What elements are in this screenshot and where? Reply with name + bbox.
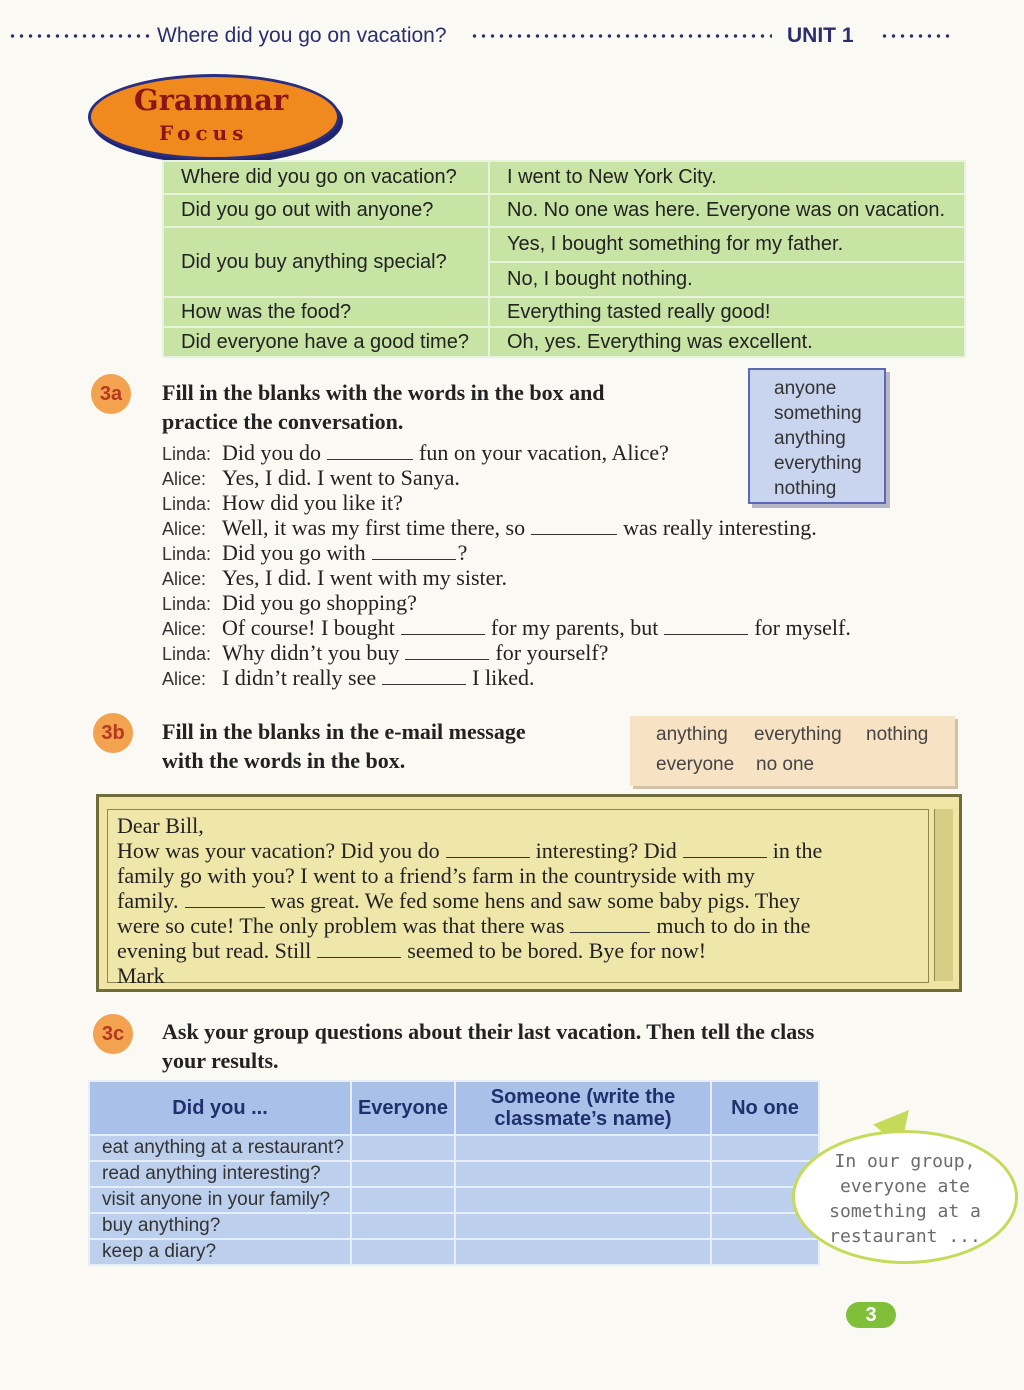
line-text: evening but read. Still [117, 938, 312, 963]
dotted-rule-middle [470, 34, 772, 38]
answer-cell[interactable] [455, 1187, 711, 1213]
column-header: Someone (write the classmate’s name) [455, 1081, 711, 1135]
bubble-line: In our group, [834, 1151, 976, 1172]
exercise-number-3b: 3b [93, 713, 133, 753]
email-line [117, 913, 917, 938]
speech-bubble-text [795, 1149, 1015, 1249]
dialogue-line [162, 565, 922, 590]
page-number: 3 [846, 1302, 896, 1328]
question-cell: Did you go out with anyone? [163, 194, 489, 227]
answer-cell: I went to New York City. [489, 161, 965, 194]
answer-blank[interactable] [570, 914, 650, 933]
email-text [117, 813, 917, 988]
dialogue-line [162, 665, 922, 690]
table-row [163, 194, 965, 227]
line-text: How did you like it? [222, 490, 403, 515]
line-text: was really interesting. [623, 515, 817, 540]
answer-cell: Yes, I bought something for my father. [489, 227, 965, 262]
table-row [163, 161, 965, 194]
word-item: something [774, 403, 862, 424]
conversation-3a [162, 440, 922, 690]
line-text: Did you go shopping? [222, 590, 417, 615]
grammar-focus-badge [88, 74, 340, 160]
instruction-line: Fill in the blanks with the words in the box and [162, 380, 605, 405]
instruction-line: Ask your group questions about their last vacation. Then tell the class [162, 1019, 815, 1044]
table-row [89, 1161, 819, 1187]
answer-blank[interactable] [401, 616, 485, 635]
answer-cell[interactable] [351, 1213, 455, 1239]
line-text: much to do in the [656, 913, 811, 938]
dialogue-line [162, 640, 922, 665]
table-row [89, 1135, 819, 1161]
line-text: were so cute! The only problem was that there was [117, 913, 565, 938]
word-item: anything [656, 724, 728, 745]
bubble-line: restaurant ... [829, 1226, 981, 1247]
dialogue-line [162, 465, 922, 490]
answer-cell: Everything tasted really good! [489, 297, 965, 327]
unit-label: UNIT 1 [787, 24, 854, 47]
line-text: family. [117, 888, 179, 913]
line-text: I didn’t really see [222, 665, 377, 690]
question-cell: read anything interesting? [89, 1161, 351, 1187]
speaker-label: Alice: [162, 669, 207, 689]
speaker-label: Alice: [162, 469, 207, 489]
answer-cell: No. No one was here. Everyone was on vacation. [489, 194, 965, 227]
line-text: was great. We fed some hens and saw some baby pigs. They [270, 888, 801, 913]
speaker-label: Linda: [162, 444, 212, 464]
survey-table [88, 1080, 820, 1266]
speaker-label: Alice: [162, 519, 207, 539]
exercise-3c-instruction [162, 1017, 814, 1075]
speaker-label: Alice: [162, 619, 207, 639]
exercise-3b-instruction [162, 717, 526, 775]
email-line: family go with you? I went to a friend’s farm in the countryside with my [117, 863, 755, 888]
instruction-line: with the words in the box. [162, 748, 406, 773]
answer-blank[interactable] [185, 889, 265, 908]
answer-cell[interactable] [455, 1161, 711, 1187]
email-window [96, 794, 962, 992]
line-text: Why didn’t you buy [222, 640, 400, 665]
question-cell: visit anyone in your family? [89, 1187, 351, 1213]
table-header-row [89, 1081, 819, 1135]
answer-blank[interactable] [683, 839, 767, 858]
scrollbar[interactable] [934, 809, 953, 981]
line-text: seemed to be bored. Bye for now! [407, 938, 707, 963]
speaker-label: Linda: [162, 644, 212, 664]
column-header: Everyone [351, 1081, 455, 1135]
header-title: Where did you go on vacation? [157, 24, 447, 47]
exercise-3a-instruction [162, 378, 605, 436]
instruction-line: your results. [162, 1048, 279, 1073]
dialogue-line [162, 515, 922, 540]
column-header: No one [711, 1081, 819, 1135]
bubble-line: everyone ate [839, 1176, 971, 1197]
line-text: ? [457, 540, 468, 565]
word-item: anything [774, 428, 846, 449]
answer-cell: Oh, yes. Everything was excellent. [489, 327, 965, 357]
question-cell: eat anything at a restaurant? [89, 1135, 351, 1161]
answer-cell[interactable] [455, 1239, 711, 1265]
answer-blank[interactable] [382, 666, 466, 685]
question-cell: Where did you go on vacation? [163, 161, 489, 194]
question-cell: How was the food? [163, 297, 489, 327]
answer-blank[interactable] [327, 441, 413, 460]
exercise-number-3c: 3c [93, 1014, 133, 1054]
table-row [89, 1213, 819, 1239]
dialogue-line [162, 615, 922, 640]
column-header: Did you ... [89, 1081, 351, 1135]
dialogue-line [162, 590, 922, 615]
word-item: everyone [656, 754, 735, 775]
line-text: Of course! I bought [222, 615, 395, 640]
email-line [117, 838, 917, 863]
answer-blank[interactable] [531, 516, 617, 535]
bubble-line: something at a [829, 1201, 981, 1222]
answer-cell[interactable] [351, 1161, 455, 1187]
grammar-table [162, 160, 966, 358]
word-item: everything [774, 453, 862, 474]
word-item: anyone [774, 378, 837, 399]
exercise-number-3a: 3a [91, 374, 131, 414]
word-item: everything [754, 724, 842, 745]
speaker-label: Linda: [162, 544, 212, 564]
line-text: I liked. [472, 665, 535, 690]
answer-cell[interactable] [351, 1135, 455, 1161]
word-item: nothing [774, 478, 837, 499]
line-text: How was your vacation? Did you do [117, 838, 440, 863]
answer-blank[interactable] [405, 641, 489, 660]
email-greeting: Dear Bill, [117, 813, 204, 838]
line-text: for yourself? [495, 640, 609, 665]
line-text: for myself. [754, 615, 851, 640]
answer-blank[interactable] [664, 616, 748, 635]
email-line [117, 938, 917, 963]
line-text: fun on your vacation, Alice? [419, 440, 669, 465]
badge-title: Grammar [133, 83, 289, 117]
word-item: nothing [866, 724, 929, 745]
dotted-rule-right [880, 34, 952, 38]
running-header [0, 22, 1024, 58]
table-row [163, 297, 965, 327]
answer-cell: No, I bought nothing. [489, 262, 965, 297]
word-box-3b [630, 716, 955, 786]
badge-subtitle: Focus [159, 121, 249, 145]
instruction-line: practice the conversation. [162, 409, 404, 434]
line-text: for my parents, but [490, 615, 659, 640]
answer-cell[interactable] [455, 1135, 711, 1161]
speaker-label: Linda: [162, 594, 212, 614]
answer-cell[interactable] [351, 1239, 455, 1265]
answer-blank[interactable] [446, 839, 530, 858]
dialogue-line [162, 440, 922, 465]
table-row [89, 1187, 819, 1213]
word-item: no one [756, 754, 815, 775]
line-text: interesting? Did [535, 838, 677, 863]
answer-blank[interactable] [372, 541, 456, 560]
line-text: Did you go with [222, 540, 366, 565]
instruction-line: Fill in the blanks in the e-mail message [162, 719, 526, 744]
speaker-label: Alice: [162, 569, 207, 589]
dialogue-line [162, 490, 922, 515]
answer-cell[interactable] [455, 1213, 711, 1239]
line-text: in the [772, 838, 823, 863]
table-row [163, 227, 965, 262]
line-text: Yes, I did. I went to Sanya. [222, 465, 460, 490]
email-signature: Mark [117, 963, 165, 988]
question-cell: keep a diary? [89, 1239, 351, 1265]
dotted-rule-left [8, 34, 154, 38]
speaker-label: Linda: [162, 494, 212, 514]
email-line [117, 888, 917, 913]
answer-cell[interactable] [351, 1187, 455, 1213]
table-row [163, 327, 965, 357]
speech-bubble [792, 1130, 1018, 1264]
table-row [89, 1239, 819, 1265]
question-cell: buy anything? [89, 1213, 351, 1239]
dialogue-line [162, 540, 922, 565]
answer-blank[interactable] [317, 939, 401, 958]
line-text: Well, it was my first time there, so [222, 515, 526, 540]
line-text: Yes, I did. I went with my sister. [222, 565, 507, 590]
question-cell: Did you buy anything special? [163, 227, 489, 297]
question-cell: Did everyone have a good time? [163, 327, 489, 357]
line-text: Did you do [222, 440, 321, 465]
